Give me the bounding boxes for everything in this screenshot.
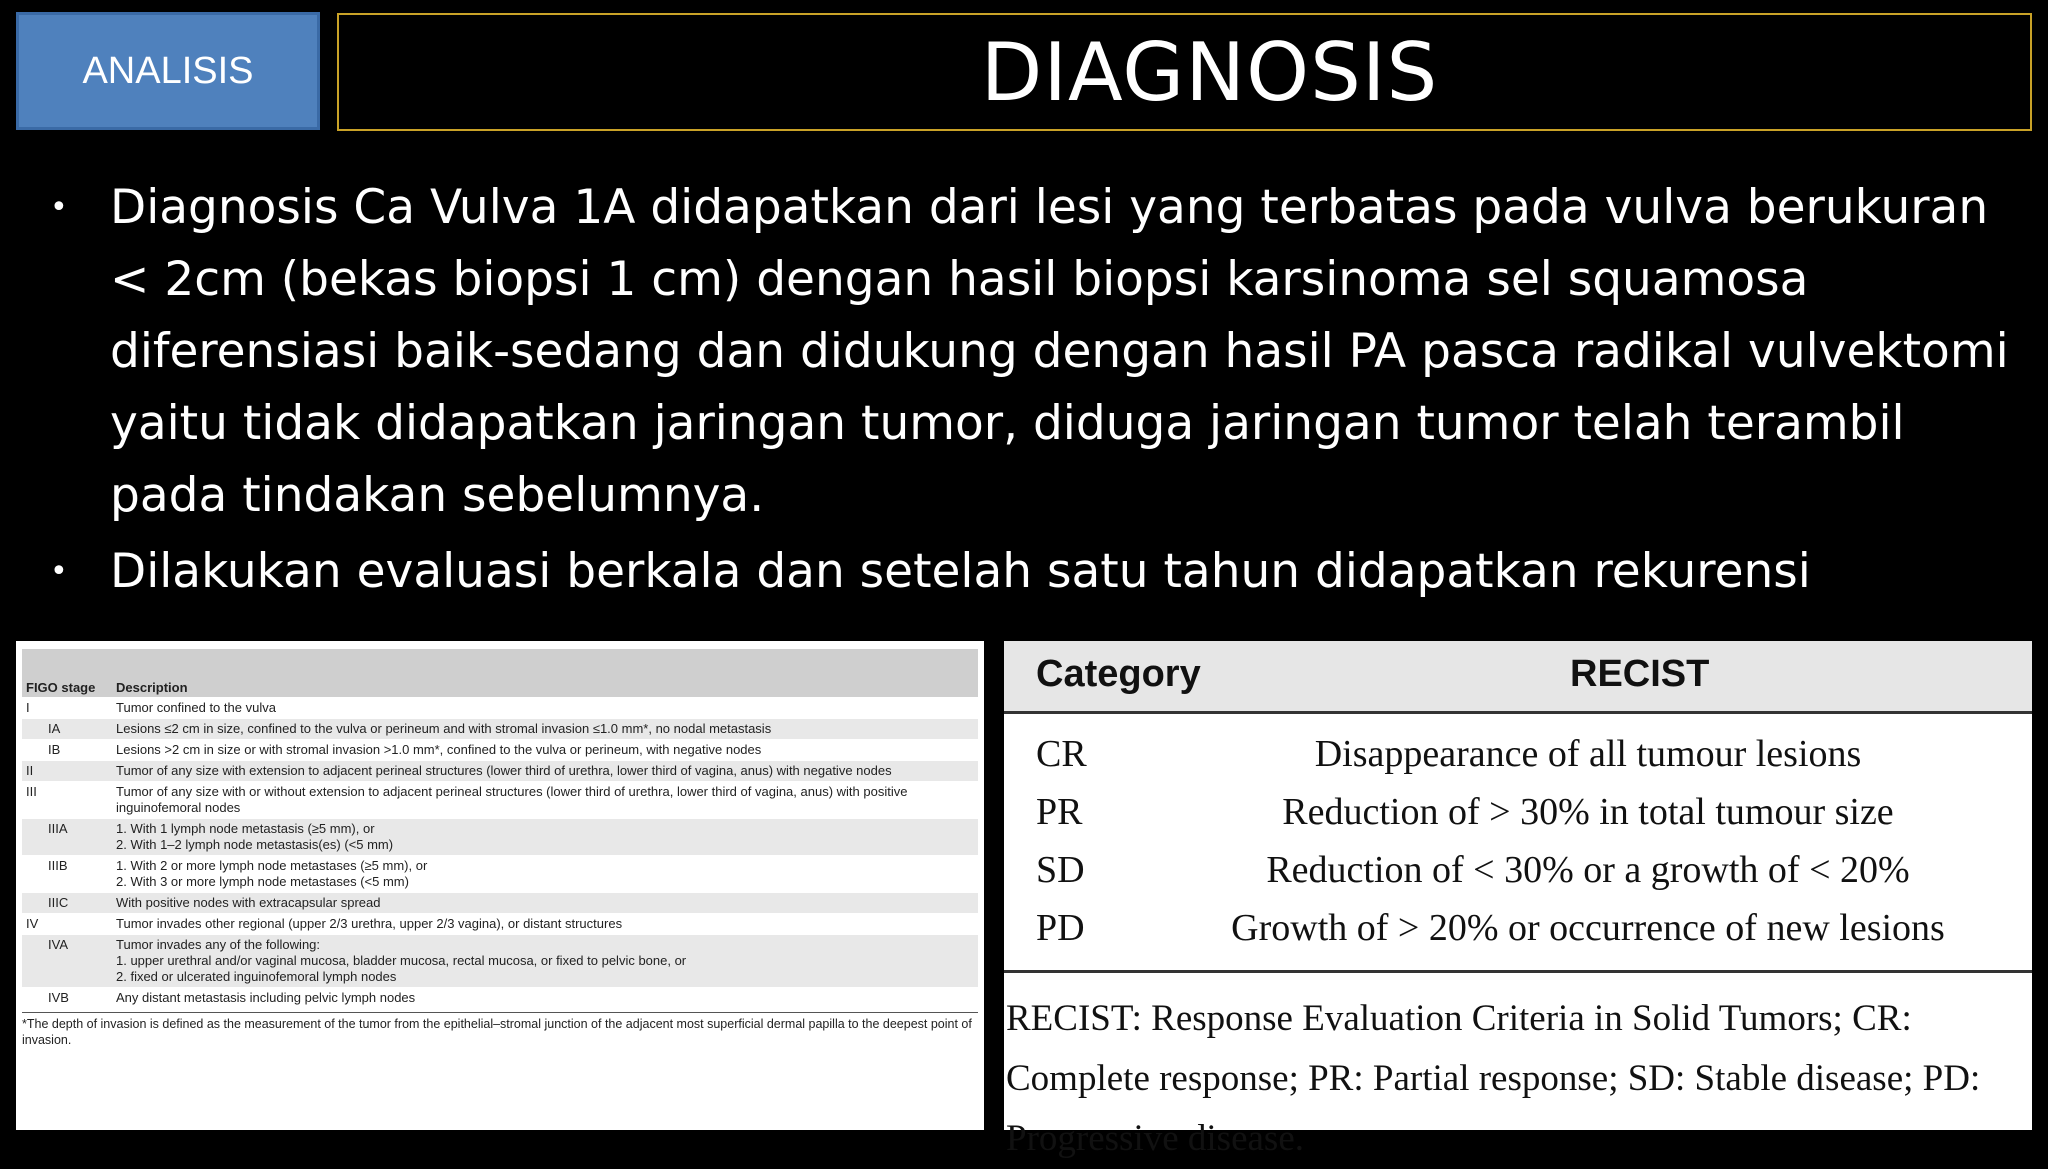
figo-description-cell: Lesions >2 cm in size or with stromal invasion >1.0 mm*, confined to the vulva or perineum, with negative nodes: [112, 740, 978, 761]
figo-row: [22, 935, 978, 988]
recist-description-cell: Reduction of > 30% in total tumour size: [1282, 791, 1894, 833]
figo-row: [22, 782, 978, 819]
bullet-text: Diagnosis Ca Vulva 1A didapatkan dari lesi yang terbatas pada vulva berukuran < 2cm (bekas biopsi 1 cm) dengan hasil biopsi karsinoma sel squamosa diferensiasi baik-sedang dan didukung dengan hasil PA pasca radikal vulvektomi yaitu tidak didapatkan jaringan tumor, diduga jaringan tumor telah terambil pada tindakan sebelumnya.: [110, 180, 2009, 523]
recist-row: [1004, 724, 2032, 782]
bullet-dot-icon: •: [50, 190, 68, 225]
recist-table: [1004, 641, 2032, 1159]
recist-description-cell: Reduction of < 30% or a growth of < 20%: [1266, 849, 1910, 891]
recist-col-recist: RECIST: [1570, 653, 1710, 695]
figo-stage-cell: IB: [22, 740, 112, 761]
figo-description-cell: Lesions ≤2 cm in size, confined to the vulva or perineum and with stromal invasion ≤1.0 mm*, no nodal metastasis: [112, 719, 978, 740]
figo-col-description: Description: [112, 649, 978, 698]
figo-description-cell: Tumor invades other regional (upper 2/3 urethra, upper 2/3 vagina), or distant structures: [112, 914, 978, 935]
figo-description-cell: With positive nodes with extracapsular spread: [112, 893, 978, 914]
figo-stage-cell: IV: [22, 914, 112, 935]
recist-row: [1004, 898, 2032, 956]
figo-stage-cell: II: [22, 761, 112, 782]
bullet-item: [50, 172, 2020, 532]
figo-stage-cell: I: [22, 698, 112, 719]
figo-description-cell: 1. With 1 lymph node metastasis (≥5 mm), or 2. With 1–2 lymph node metastasis(es) (<5 mm): [112, 819, 978, 856]
figo-description-cell: Tumor of any size with extension to adjacent perineal structures (lower third of urethra, lower third of vagina, anus) with negative nodes: [112, 761, 978, 782]
figo-row: [22, 856, 978, 893]
bullet-item: [50, 536, 2020, 608]
recist-category-cell: PD: [1036, 907, 1085, 949]
bullet-dot-icon: •: [50, 554, 68, 589]
slide-title: DIAGNOSIS: [980, 25, 1439, 119]
figo-row: [22, 698, 978, 719]
figo-stage-cell: IVB: [22, 988, 112, 1009]
figo-row: [22, 719, 978, 740]
recist-category-cell: PR: [1036, 791, 1083, 833]
figo-stage-cell: IIIC: [22, 893, 112, 914]
title-box: [337, 13, 2032, 131]
figo-description-cell: Tumor confined to the vulva: [112, 698, 978, 719]
figo-row: [22, 761, 978, 782]
section-tag-label: ANALISIS: [82, 49, 254, 92]
figo-stage-cell: IIIA: [22, 819, 112, 856]
figo-row: [22, 819, 978, 856]
section-tag: [16, 12, 320, 130]
figo-row: [22, 893, 978, 914]
figo-row: [22, 914, 978, 935]
figo-description-cell: Tumor of any size with or without extension to adjacent perineal structures (lower third of urethra, lower third of vagina, anus) with positive inguinofemoral nodes: [112, 782, 978, 819]
figo-row: [22, 740, 978, 761]
figo-table-body: [22, 698, 978, 1009]
figo-stage-cell: IA: [22, 719, 112, 740]
figo-stage-cell: III: [22, 782, 112, 819]
figo-staging-table: [16, 641, 984, 1130]
recist-header-row: [1004, 641, 2032, 714]
recist-row: [1004, 840, 2032, 898]
recist-row: [1004, 782, 2032, 840]
recist-description-cell: Growth of > 20% or occurrence of new lesions: [1231, 907, 1945, 949]
recist-rows: [1004, 714, 2032, 973]
figo-footnote: *The depth of invasion is defined as the measurement of the tumor from the epithelial–stromal junction of the adjacent most superficial dermal papilla to the deepest point of invasion.: [22, 1012, 978, 1048]
figo-description-cell: 1. With 2 or more lymph node metastases (≥5 mm), or 2. With 3 or more lymph node metastases (<5 mm): [112, 856, 978, 893]
figo-description-cell: Tumor invades any of the following: 1. upper urethral and/or vaginal mucosa, bladder mucosa, rectal mucosa, or fixed to pelvic bone, or 2. fixed or ulcerated inguinofemoral lymph nodes: [112, 935, 978, 988]
bullet-list: [50, 172, 2020, 608]
recist-description-cell: Disappearance of all tumour lesions: [1314, 733, 1862, 775]
figo-description-cell: Any distant metastasis including pelvic lymph nodes: [112, 988, 978, 1009]
figo-stage-cell: IVA: [22, 935, 112, 988]
figo-stage-cell: IIIB: [22, 856, 112, 893]
figo-col-stage: FIGO stage: [22, 649, 112, 698]
recist-note: RECIST: Response Evaluation Criteria in Solid Tumors; CR: Complete response; PR: Partial response; SD: Stable disease; PD: Progressive disease.: [1006, 998, 1981, 1159]
recist-col-category: Category: [1036, 653, 1201, 695]
bullet-text: Dilakukan evaluasi berkala dan setelah satu tahun didapatkan rekurensi: [110, 544, 1811, 599]
recist-category-cell: SD: [1036, 849, 1085, 891]
figo-row: [22, 988, 978, 1009]
recist-category-cell: CR: [1036, 733, 1087, 775]
